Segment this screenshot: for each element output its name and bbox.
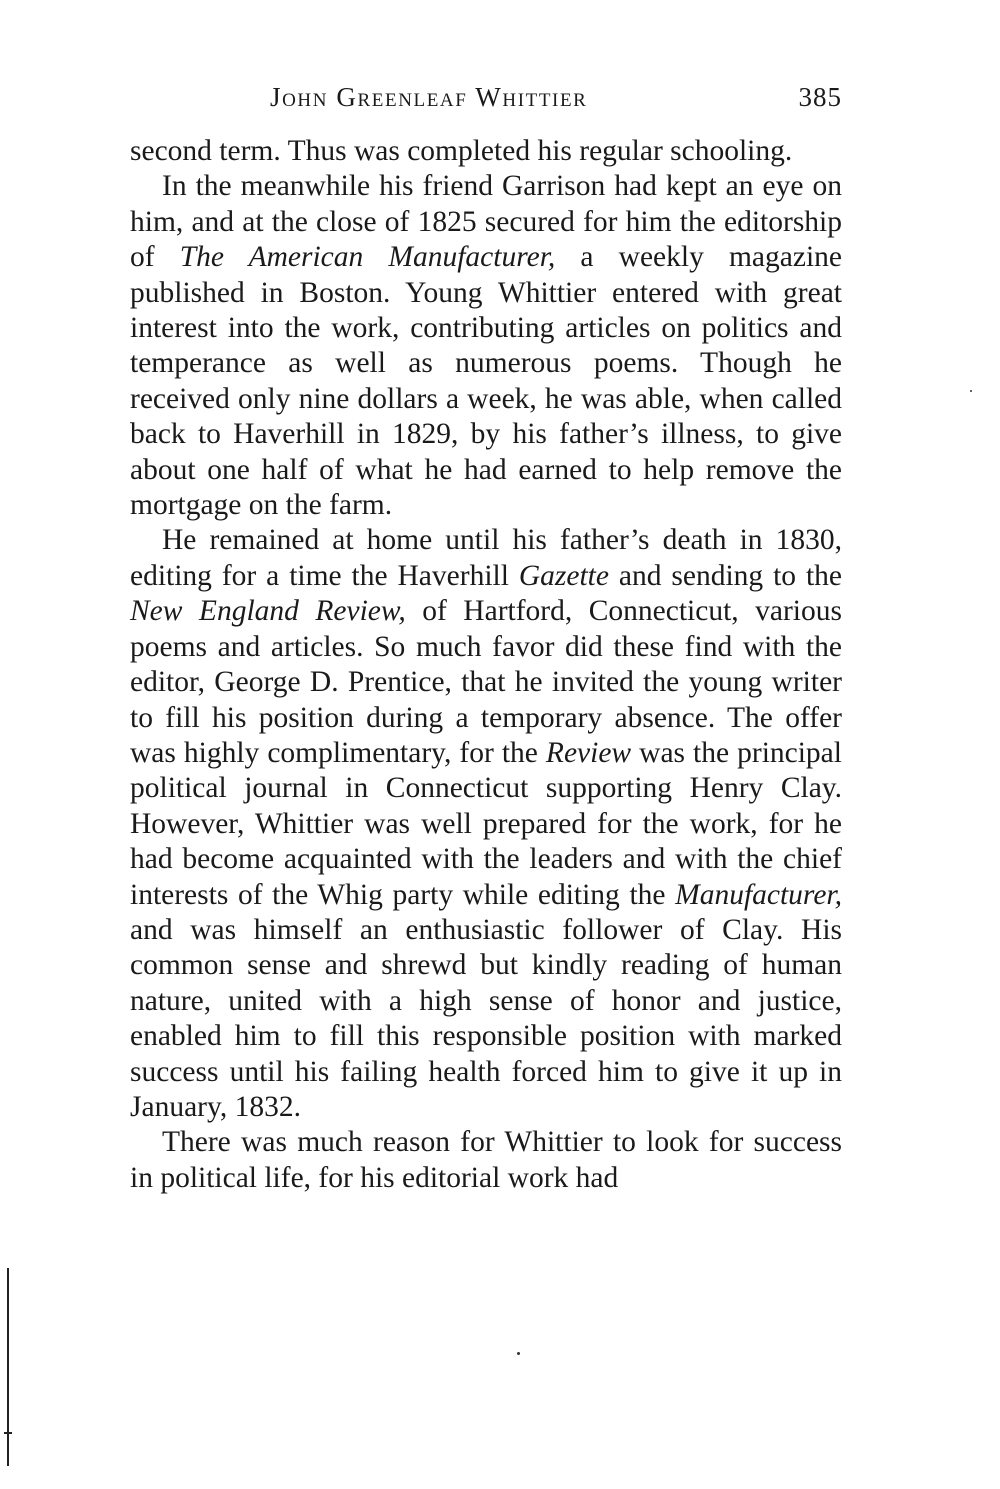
- italic-title: Manufacturer,: [675, 878, 842, 911]
- text-span: of Hartford, Connecticut, various poems and articles. So much favor did these find with the editor, George D. Prentice, that he invited the young writer to fill his position during a temporary absence. The offer was highly complimentary, for the: [130, 595, 842, 769]
- scan-speck: [970, 390, 972, 392]
- scan-speck: [517, 1352, 520, 1355]
- text-span: second term. Thus was completed his regular schooling.: [130, 135, 793, 167]
- body-text: [130, 134, 842, 1196]
- paragraph-hartford: [130, 523, 842, 1125]
- paragraph-political-life: [130, 1125, 842, 1196]
- running-header: [130, 82, 842, 122]
- text-span: He remained at home until his father’s death in 1830, editing for a time the Haverhill: [130, 524, 842, 592]
- running-title: John Greenleaf Whittier: [270, 82, 588, 112]
- margin-scan-tick: [4, 1432, 12, 1434]
- text-span: and sending to the: [608, 559, 842, 592]
- italic-title: The American Manufacturer,: [179, 241, 556, 274]
- text-span: a weekly magazine published in Boston. Young Whittier entered with great interest into the work, contributing articles on politics and temperance as well as numerous poems. Though he received only nine dollars a week, he was able, when called back to Haverhill in 1829, by his father’s illness, to give about one half of what he had earned to help remove the mortgage on the farm.: [130, 241, 842, 522]
- italic-title: Gazette: [518, 559, 609, 592]
- text-span: was the principal political journal in Connecticut supporting Henry Clay. However, Whittier was well prepared for the work, for he had become acquainted with the leaders and with the chief interests of the Whig party while editing the: [130, 736, 842, 911]
- margin-scan-line: [7, 1268, 9, 1466]
- italic-title: New England Review,: [130, 595, 406, 628]
- text-span: In the meanwhile his friend Garrison had kept an eye on him, and at the close of 1825 secured for him the editorship of: [130, 170, 842, 274]
- paragraph-continuation: [130, 134, 842, 169]
- text-span: There was much reason for Whittier to look for success in political life, for his editorial work had: [130, 1126, 842, 1194]
- paragraph-garrison: [130, 169, 842, 523]
- italic-title: Review: [545, 736, 632, 769]
- text-span: and was himself an enthusiastic follower of Clay. His common sense and shrewd but kindly reading of human nature, united with a high sense of honor and justice, enabled him to fill this responsible position with marked success until his failing health forced him to give it up in January, 1832.: [130, 913, 842, 1123]
- page-number: 385: [798, 82, 842, 112]
